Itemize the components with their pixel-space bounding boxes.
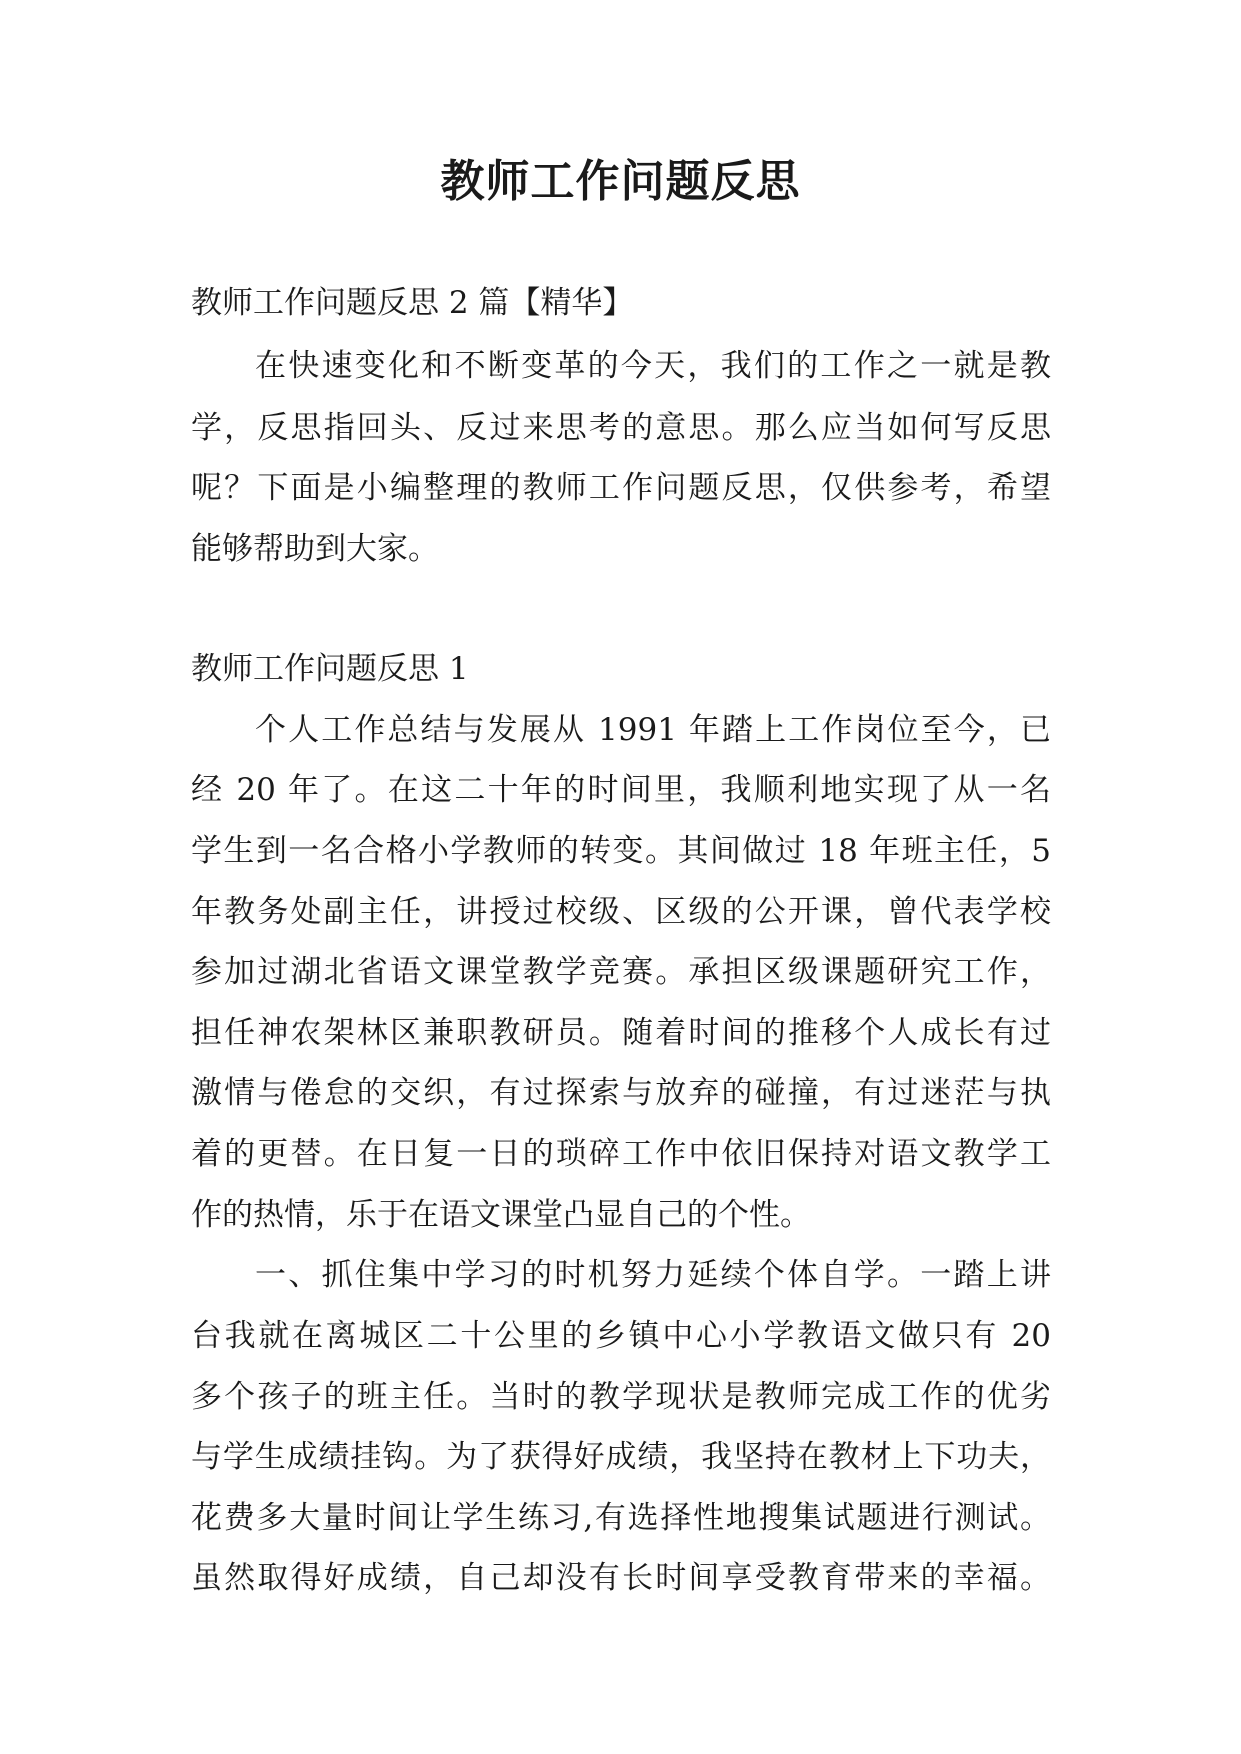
- paragraph-line: 参加过湖北省语文课堂教学竞赛。承担区级课题研究工作，: [191, 954, 1051, 990]
- paragraph-line: 年教务处副主任，讲授过校级、区级的公开课，曾代表学校: [191, 894, 1051, 930]
- paragraph-line: 个人工作总结与发展从 1991 年踏上工作岗位至今，已: [255, 712, 1051, 748]
- paragraph-line: 多个孩子的班主任。当时的教学现状是教师完成工作的优劣: [191, 1379, 1051, 1415]
- paragraph-line: 着的更替。在日复一日的琐碎工作中依旧保持对语文教学工: [191, 1136, 1051, 1172]
- document-title: 教师工作问题反思: [440, 156, 801, 207]
- paragraph-line: 与学生成绩挂钩。为了获得好成绩，我坚持在教材上下功夫，: [191, 1439, 1051, 1475]
- paragraph-line: 学，反思指回头、反过来思考的意思。那么应当如何写反思: [191, 410, 1051, 446]
- paragraph-line: 花费多大量时间让学生练习,有选择性地搜集试题进行测试。: [191, 1500, 1051, 1536]
- paragraph-line: 学生到一名合格小学教师的转变。其间做过 18 年班主任，5: [191, 833, 1051, 869]
- paragraph-line: 激情与倦怠的交织，有过探索与放弃的碰撞，有过迷茫与执: [191, 1075, 1051, 1111]
- paragraph-line: 能够帮助到大家。: [191, 531, 439, 567]
- paragraph-line: 一、抓住集中学习的时机努力延续个体自学。一踏上讲: [255, 1257, 1051, 1293]
- paragraph-line: 作的热情，乐于在语文课堂凸显自己的个性。: [191, 1197, 811, 1233]
- paragraph-line: 台我就在离城区二十公里的乡镇中心小学教语文做只有 20: [191, 1318, 1051, 1354]
- section-heading: 教师工作问题反思 1: [191, 651, 469, 687]
- paragraph-line: 虽然取得好成绩，自己却没有长时间享受教育带来的幸福。: [191, 1560, 1051, 1596]
- paragraph-line: 经 20 年了。在这二十年的时间里，我顺利地实现了从一名: [191, 772, 1051, 808]
- paragraph-line: 担任神农架林区兼职教研员。随着时间的推移个人成长有过: [191, 1015, 1051, 1051]
- paragraph-line: 呢？下面是小编整理的教师工作问题反思，仅供参考，希望: [191, 470, 1051, 506]
- subtitle-line: 教师工作问题反思 2 篇【精华】: [191, 285, 634, 321]
- paragraph-line: 在快速变化和不断变革的今天，我们的工作之一就是教: [255, 348, 1051, 384]
